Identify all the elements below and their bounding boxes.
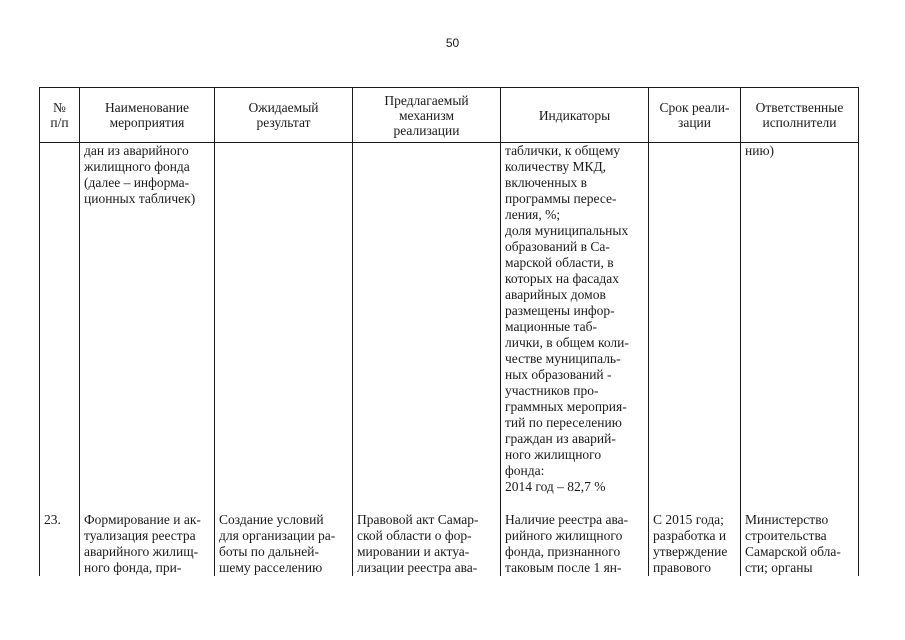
- cell-responsible: Министерство строительства Самарской обла- сти; органы: [741, 509, 859, 576]
- header-name: Наименование мероприятия: [80, 88, 215, 143]
- header-row: [40, 88, 859, 143]
- measures-table: [39, 87, 859, 576]
- header-mechanism: Предлагаемый механизм реализации: [353, 88, 501, 143]
- header-result: Ожидаемый результат: [215, 88, 353, 143]
- cell-mechanism: [353, 143, 501, 510]
- header-num: № п/п: [40, 88, 80, 143]
- cell-result: Создание условий для организации ра- боты по дальней- шему расселению: [215, 509, 353, 576]
- cell-name: Формирование и ак- туализация реестра аварийного жилищ- ного фонда, при-: [80, 509, 215, 576]
- header-indicators: Индикаторы: [501, 88, 649, 143]
- page-number: 50: [445, 36, 460, 50]
- cell-indicators: [501, 143, 649, 510]
- cell-term: С 2015 года; разработка и утверждение правового: [649, 509, 741, 576]
- cell-num: [40, 143, 80, 510]
- table-row: [40, 509, 859, 576]
- indicator-text-3: 2014 год – 82,7 %: [505, 479, 606, 494]
- table-row: [40, 143, 859, 510]
- cell-mechanism: Правовой акт Самар- ской области о фор- мировании и актуа- лизации реестра ава-: [353, 509, 501, 576]
- cell-responsible: нию): [741, 143, 859, 510]
- cell-num: 23.: [40, 509, 80, 576]
- cell-indicators: Наличие реестра ава- рийного жилищного фонда, признанного таковым после 1 ян-: [501, 509, 649, 576]
- indicator-text-2: доля муниципальных образований в Са- марской области, в которых на фасадах аварийных домов размещены инфор- мационные таб- лички, в общем коли- честве муниципаль- ных образований - участников про- граммных мероприя- тий по переселению граждан из аварий- ного жилищного фонда:: [505, 223, 629, 478]
- cell-result: [215, 143, 353, 510]
- header-responsible: Ответственные исполнители: [741, 88, 859, 143]
- cell-term: [649, 143, 741, 510]
- cell-name: дан из аварийного жилищного фонда (далее – информа- ционных табличек): [80, 143, 215, 510]
- header-term: Срок реали- зации: [649, 88, 741, 143]
- indicator-text-1: таблички, к общему количеству МКД, включенных в программы пересе- ления, %;: [505, 143, 621, 222]
